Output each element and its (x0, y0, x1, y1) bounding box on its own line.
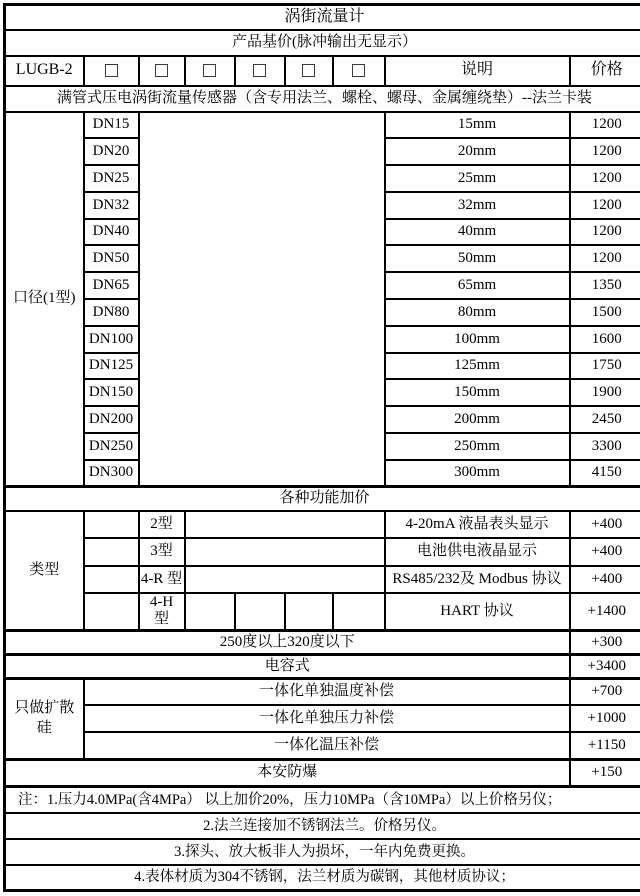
dn-price-cell: 1200 (570, 112, 640, 139)
checkbox-icon (253, 64, 266, 77)
dn-code-cell: DN80 (84, 299, 139, 326)
dn-desc-cell: 20mm (385, 138, 570, 165)
empty-cell (185, 593, 235, 630)
empty-cell (333, 593, 385, 630)
sensor-description: 满管式压电涡街流量传感器（含专用法兰、螺栓、螺母、金属缠绕垫）--法兰卡装 (5, 86, 640, 112)
page-title: 涡街流量计 (5, 5, 640, 30)
dn-code-cell: DN25 (84, 165, 139, 192)
dn-price-cell: 2450 (570, 406, 640, 433)
desc-header: 说明 (385, 56, 570, 86)
dn-desc-cell: 25mm (385, 165, 570, 192)
checkbox-icon (105, 64, 118, 77)
dn-desc-cell: 250mm (385, 433, 570, 460)
type-desc-cell: RS485/232及 Modbus 协议 (385, 566, 570, 594)
checkbox-icon (155, 64, 168, 77)
table-row (5, 786, 640, 813)
option-checkbox-cell (235, 56, 285, 86)
dn-desc-cell: 100mm (385, 326, 570, 353)
empty-cell (84, 566, 139, 594)
checkbox-icon (352, 64, 365, 77)
dn-desc-cell: 80mm (385, 299, 570, 326)
checkbox-icon (302, 64, 315, 77)
table-row (5, 538, 640, 566)
dn-code-cell: DN40 (84, 219, 139, 246)
dn-price-cell: 1750 (570, 353, 640, 380)
model-cell: LUGB-2 (5, 56, 84, 86)
type-code-cell: 4-H 型 (139, 593, 185, 630)
table-row (5, 759, 640, 786)
temp-desc-cell: 250度以上320度以下 (5, 630, 570, 654)
table-row (5, 593, 640, 630)
price-table (3, 3, 640, 892)
dn-price-cell: 1600 (570, 326, 640, 353)
dn-desc-cell: 300mm (385, 460, 570, 487)
table-row (5, 839, 640, 865)
type-desc-cell: HART 协议 (385, 593, 570, 630)
dn-code-cell: DN200 (84, 406, 139, 433)
empty-cell (84, 538, 139, 566)
intrinsic-desc-cell: 本安防爆 (5, 759, 570, 786)
table-row (5, 865, 640, 890)
dn-code-cell: DN32 (84, 192, 139, 219)
base-price-subtitle: 产品基价(脉冲输出无显示） (5, 30, 640, 56)
type-code-cell: 4-R 型 (139, 566, 185, 594)
table-row (5, 654, 640, 678)
dn-desc-cell: 200mm (385, 406, 570, 433)
silicon-label: 只做扩散硅 (5, 678, 84, 759)
option-checkbox-cell (185, 56, 235, 86)
dn-desc-cell: 32mm (385, 192, 570, 219)
table-row (5, 705, 640, 732)
empty-cell (235, 593, 285, 630)
dn-desc-cell: 125mm (385, 353, 570, 380)
dn-code-cell: DN250 (84, 433, 139, 460)
dn-code-cell: DN300 (84, 460, 139, 487)
price-header: 价格 (570, 56, 640, 86)
type-code-cell: 3型 (139, 538, 185, 566)
silicon-desc-cell: 一体化温压补偿 (84, 732, 570, 759)
type-price-cell: +1400 (570, 593, 640, 630)
silicon-desc-cell: 一体化单独温度补偿 (84, 678, 570, 705)
dn-price-cell: 1200 (570, 192, 640, 219)
option-checkbox-cell (333, 56, 385, 86)
type-code-cell: 2型 (139, 511, 185, 539)
dn-price-cell: 1500 (570, 299, 640, 326)
dn-price-cell: 1200 (570, 138, 640, 165)
empty-cell (84, 593, 139, 630)
silicon-price-cell: +1000 (570, 705, 640, 732)
checkbox-icon (203, 64, 216, 77)
option-checkbox-cell (139, 56, 185, 86)
dn-code-cell: DN15 (84, 112, 139, 139)
dn-price-cell: 4150 (570, 460, 640, 487)
table-row (5, 630, 640, 654)
dn-desc-cell: 50mm (385, 245, 570, 272)
dn-price-cell: 1200 (570, 245, 640, 272)
intrinsic-price-cell: +150 (570, 759, 640, 786)
type-price-cell: +400 (570, 511, 640, 539)
type-desc-cell: 4-20mA 液晶表头显示 (385, 511, 570, 539)
type-desc-cell: 电池供电液晶显示 (385, 538, 570, 566)
note-line: 2.法兰连接加不锈钢法兰。价格另仪。 (5, 813, 640, 839)
note-line: 3.探头、放大板非人为损坏，一年内免费更换。 (5, 839, 640, 865)
type-price-cell: +400 (570, 538, 640, 566)
capacitive-price-cell: +3400 (570, 654, 640, 678)
table-row (5, 566, 640, 594)
empty-cell (285, 593, 333, 630)
option-checkbox-cell (84, 56, 139, 86)
dn-price-cell: 3300 (570, 433, 640, 460)
dn-desc-cell: 65mm (385, 272, 570, 299)
type-price-cell: +400 (570, 566, 640, 594)
empty-cell (185, 538, 385, 566)
diameter-label: 口径(1型) (5, 112, 84, 487)
empty-cell (185, 566, 385, 594)
note-line: 4.表体材质为304不锈钢，法兰材质为碳钢，其他材质协议； (5, 865, 640, 890)
dn-price-cell: 1900 (570, 379, 640, 406)
addons-section-title: 各种功能加价 (5, 487, 640, 511)
dn-desc-cell: 150mm (385, 379, 570, 406)
silicon-price-cell: +700 (570, 678, 640, 705)
empty-cell (185, 511, 385, 539)
table-row (5, 112, 640, 139)
dn-desc-cell: 40mm (385, 219, 570, 246)
note-line: 注：1.压力4.0MPa(含4MPa） 以上加价20%，压力10MPa（含10MPa）以上价格另仪； (5, 786, 640, 813)
silicon-price-cell: +1150 (570, 732, 640, 759)
empty-cell (139, 112, 385, 487)
dn-code-cell: DN65 (84, 272, 139, 299)
table-row (5, 678, 640, 705)
silicon-desc-cell: 一体化单独压力补偿 (84, 705, 570, 732)
temp-price-cell: +300 (570, 630, 640, 654)
dn-price-cell: 1200 (570, 219, 640, 246)
table-row (5, 511, 640, 539)
dn-code-cell: DN125 (84, 353, 139, 380)
option-checkbox-cell (285, 56, 333, 86)
dn-code-cell: DN100 (84, 326, 139, 353)
capacitive-desc-cell: 电容式 (5, 654, 570, 678)
dn-price-cell: 1350 (570, 272, 640, 299)
empty-cell (84, 511, 139, 539)
dn-code-cell: DN150 (84, 379, 139, 406)
table-row (5, 732, 640, 759)
type-label: 类型 (5, 511, 84, 631)
dn-price-cell: 1200 (570, 165, 640, 192)
table-row (5, 813, 640, 839)
dn-code-cell: DN50 (84, 245, 139, 272)
dn-desc-cell: 15mm (385, 112, 570, 139)
dn-code-cell: DN20 (84, 138, 139, 165)
